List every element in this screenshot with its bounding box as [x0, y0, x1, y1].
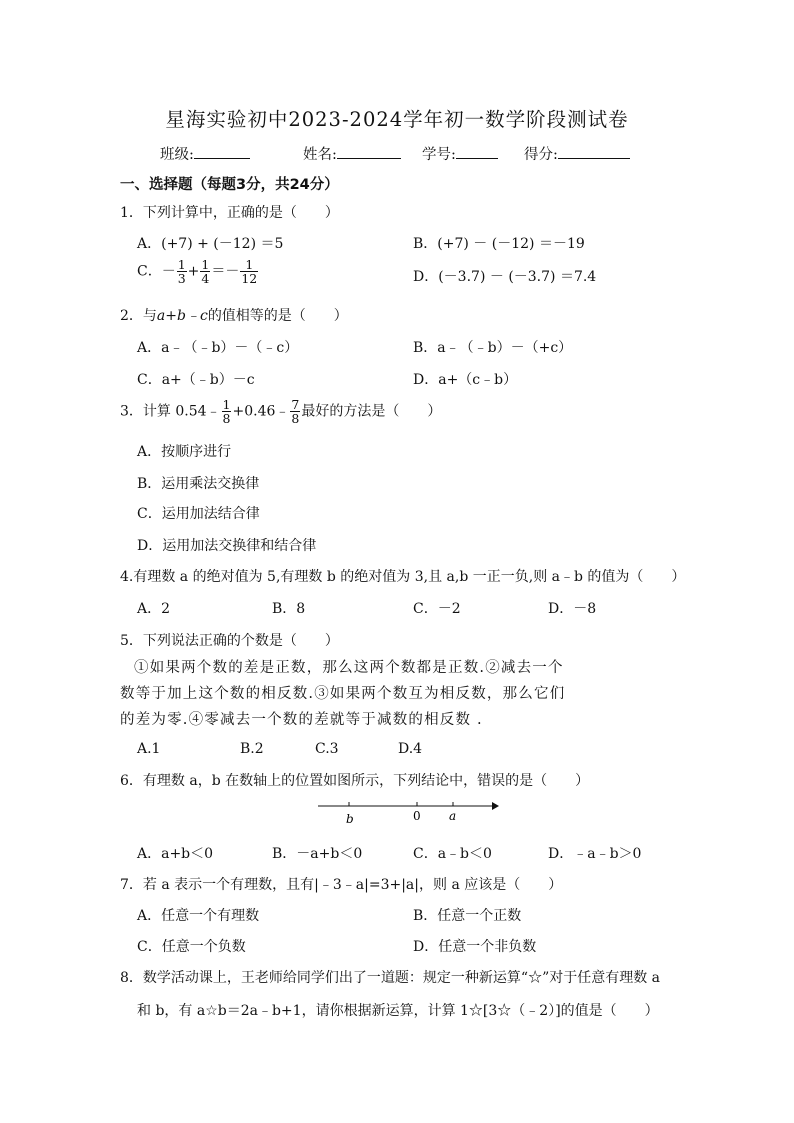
q1-c-frac1-num: 1 — [177, 257, 186, 272]
q3-option-b: B．运用乘法交换律 — [137, 476, 260, 492]
axis-label-zero: 0 — [413, 809, 421, 823]
score-field — [524, 143, 630, 164]
q1-option-b: B．(+7) － (－12) ＝－19 — [413, 236, 585, 252]
score-label: 得分: — [524, 147, 558, 163]
q3-f2-num: 7 — [291, 397, 300, 412]
axis-label-a: a — [449, 809, 457, 823]
q1-c-prefix: C．－ — [137, 263, 176, 280]
class-label: 班级: — [160, 147, 194, 163]
q2-stem-post: 的值相等的是（ ） — [207, 308, 348, 324]
q5-stem: 5．下列说法正确的个数是（ ） — [120, 633, 339, 649]
q4-option-d: D．－8 — [548, 601, 597, 617]
q3-option-a: A．按顺序进行 — [137, 444, 232, 460]
q1-c-frac3-num: 1 — [240, 258, 258, 272]
q6-option-b: B．－a+b＜0 — [272, 846, 363, 862]
q3-mid: +0.46﹣ — [232, 403, 290, 420]
q7-option-b: B．任意一个正数 — [413, 908, 522, 924]
q2-option-d: D．a+（c﹣b） — [413, 372, 518, 388]
q3-fraction-1 — [222, 398, 232, 425]
q1-c-fraction-3 — [240, 258, 258, 285]
score-blank — [558, 146, 630, 159]
q3-stem — [120, 398, 441, 425]
q2-stem — [120, 305, 348, 325]
q2-option-c: C．a+（﹣b）－c — [137, 372, 255, 388]
number-line-arrow — [492, 802, 499, 810]
q1-c-fraction-1 — [177, 258, 187, 285]
q7-option-c: C．任意一个负数 — [137, 939, 246, 955]
q5-option-d: D.4 — [398, 741, 423, 757]
q6-stem: 6．有理数 a，b 在数轴上的位置如图所示，下列结论中，错误的是（ ） — [120, 773, 590, 789]
q3-option-d: D．运用加法交换律和结合律 — [137, 538, 317, 554]
q2-expression: a+b﹣c — [156, 308, 208, 324]
q3-f2-den: 8 — [291, 411, 300, 427]
class-blank — [194, 146, 250, 159]
page-title: 星海实验初中2023-2024学年初一数学阶段测试卷 — [165, 108, 629, 131]
q1-option-a: A．(+7) + (－12) ＝5 — [137, 236, 284, 252]
q8-stem-line-2: 和 b，有 a☆b＝2a﹣b+1，请你根据新运算，计算 1☆[3☆（﹣2）]的值是（ ） — [137, 1003, 659, 1019]
q1-c-frac2-num: 1 — [201, 257, 210, 272]
q1-c-frac2-den: 4 — [201, 271, 210, 287]
q1-c-fraction-2 — [200, 258, 210, 285]
q5-statements-line-2: 数等于加上这个数的相反数.③如果两个数互为相反数，那么它们 — [120, 686, 566, 702]
name-label: 姓名: — [303, 147, 337, 163]
q8-stem-line-1: 8．数学活动课上，王老师给同学们出了一道题：规定一种新运算“☆”对于任意有理数 a — [120, 970, 661, 986]
q4-option-b: B．8 — [272, 601, 306, 617]
q1-c-plus: + — [187, 263, 200, 280]
q5-option-b: B.2 — [240, 741, 264, 757]
number-line-figure — [316, 796, 500, 828]
q1-stem: 1．下列计算中，正确的是（ ） — [120, 205, 339, 221]
name-blank — [337, 146, 401, 159]
section-heading: 一、选择题（每题3分，共24分） — [120, 177, 339, 193]
q5-statements-line-1: ①如果两个数的差是正数，那么这两个数都是正数.②减去一个 — [134, 660, 564, 676]
q2-option-a: A．a﹣（﹣b）－（﹣c） — [137, 340, 299, 356]
q1-option-c — [137, 258, 259, 285]
q4-stem: 4.有理数 a 的绝对值为 5,有理数 b 的绝对值为 3,且 a,b 一正一负,则 a﹣b 的值为（ ） — [120, 569, 686, 585]
q3-fraction-2 — [290, 398, 300, 425]
q5-option-c: C.3 — [315, 741, 339, 757]
q5-option-a: A.1 — [137, 741, 161, 757]
q3-f1-num: 1 — [222, 397, 231, 412]
number-label: 学号: — [422, 147, 456, 163]
name-field — [303, 143, 401, 164]
q7-option-a: A．任意一个有理数 — [137, 908, 260, 924]
number-field — [422, 143, 498, 164]
q4-option-c: C．－2 — [413, 601, 461, 617]
number-blank — [456, 146, 498, 159]
q1-c-frac3-den: 12 — [241, 271, 258, 287]
q2-option-b: B．a﹣（﹣b）－（+c） — [413, 340, 573, 356]
q3-pre: 3．计算 0.54﹣ — [120, 403, 221, 420]
q3-f1-den: 8 — [222, 411, 231, 427]
q6-option-a: A．a+b＜0 — [137, 846, 214, 862]
q4-option-a: A．2 — [137, 601, 171, 617]
q2-stem-pre: 2．与 — [120, 308, 157, 324]
q5-statements-line-3: 的差为零.④零减去一个数的差就等于减数的相反数 . — [120, 712, 483, 728]
q7-option-d: D．任意一个非负数 — [413, 939, 537, 955]
q1-c-eq: ＝－ — [211, 263, 240, 280]
q3-option-c: C．运用加法结合律 — [137, 506, 260, 522]
q6-option-c: C．a﹣b＜0 — [413, 846, 492, 862]
class-field — [160, 143, 250, 164]
q1-option-d: D．(－3.7) － (－3.7) ＝7.4 — [413, 269, 597, 285]
q7-stem: 7．若 a 表示一个有理数，且有|﹣3﹣a|=3+|a|，则 a 应该是（ ） — [120, 877, 563, 893]
axis-label-b: b — [346, 812, 354, 826]
q3-post: 最好的方法是（ ） — [301, 403, 442, 420]
q1-c-frac1-den: 3 — [177, 271, 186, 287]
q6-option-d: D．﹣a﹣b＞0 — [548, 846, 642, 862]
